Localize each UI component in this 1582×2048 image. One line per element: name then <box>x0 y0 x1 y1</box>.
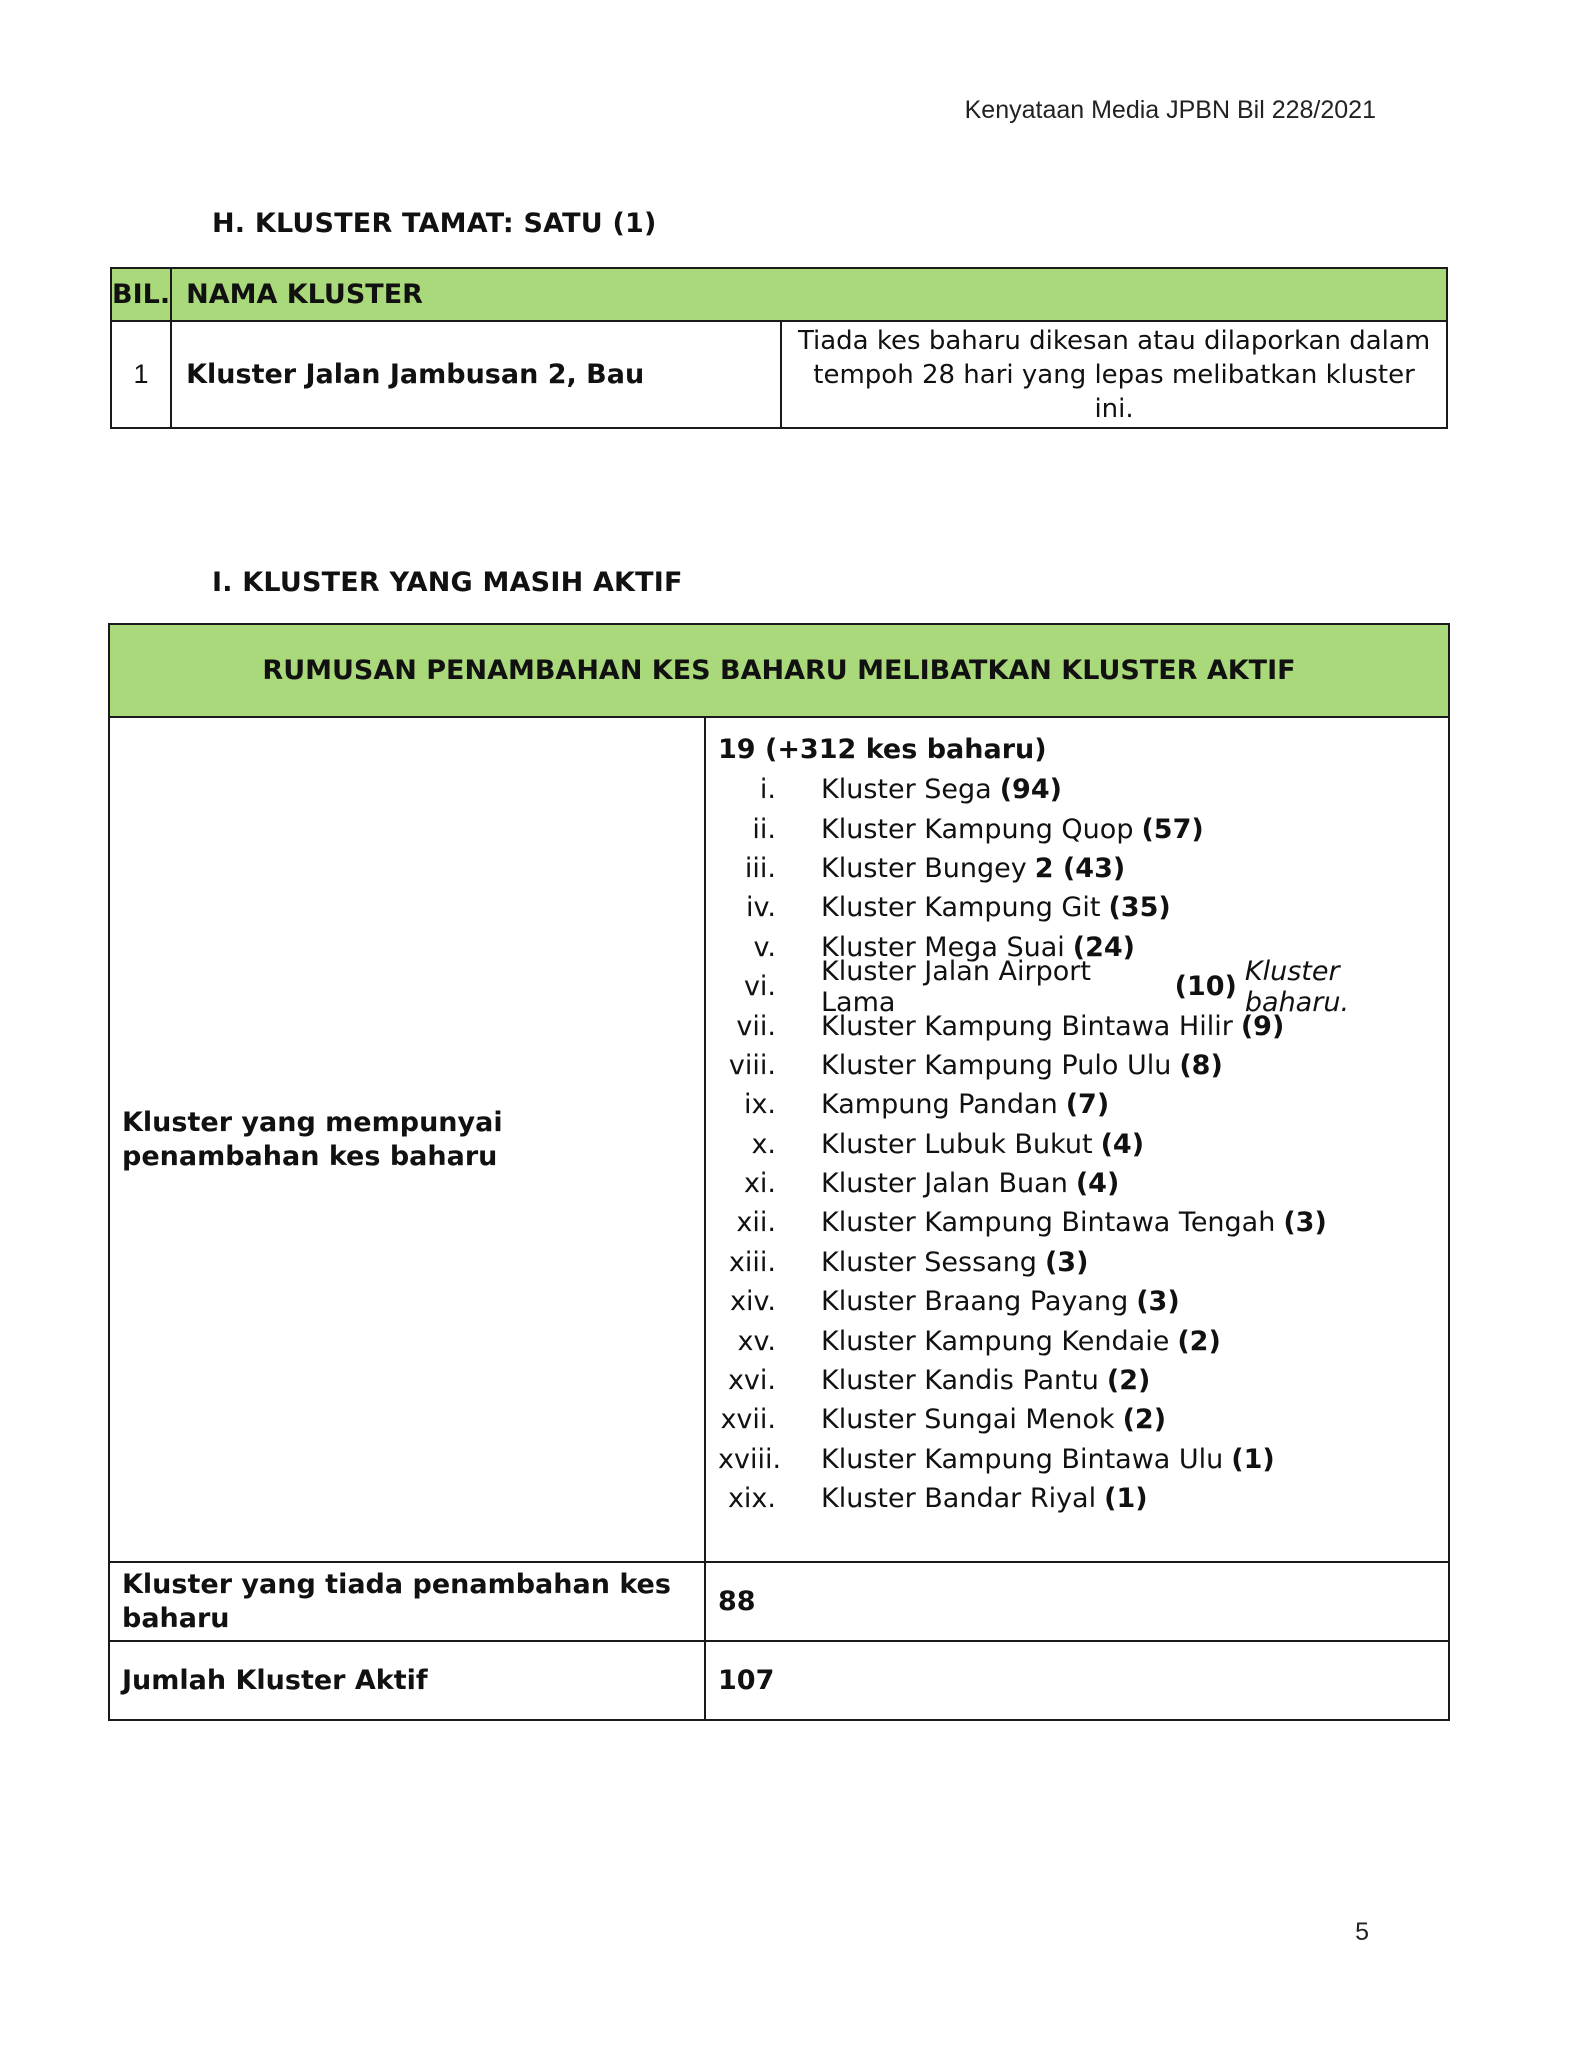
list-item-numeral: vii. <box>736 1010 776 1042</box>
cluster-case-count: (4) <box>1075 1168 1120 1200</box>
list-item <box>718 1085 1448 1124</box>
list-item <box>718 1046 1448 1085</box>
ended-cluster-table <box>110 267 1448 429</box>
list-item <box>718 1125 1448 1164</box>
list-item <box>718 888 1448 927</box>
cluster-name: Kampung Pandan <box>821 1089 1058 1121</box>
cluster-name: Kluster Kampung Quop <box>821 813 1134 845</box>
cluster-case-count: (1) <box>1104 1483 1148 1515</box>
list-item-numeral: viii. <box>728 1049 776 1081</box>
list-item-numeral: vi. <box>743 971 776 1003</box>
cluster-case-count: (9) <box>1240 1010 1285 1042</box>
list-item <box>718 770 1448 809</box>
row-number: 1 <box>111 321 171 428</box>
row-label: Kluster yang tiada penambahan kes baharu <box>109 1562 705 1641</box>
cluster-name: Kluster Kampung Git <box>821 892 1101 924</box>
list-item <box>718 1361 1448 1400</box>
column-header-nama-kluster: NAMA KLUSTER <box>171 268 1447 321</box>
list-item <box>718 1321 1448 1360</box>
cluster-case-count: (3) <box>1136 1286 1180 1318</box>
cluster-name: Kluster Sessang <box>821 1246 1037 1278</box>
list-item <box>718 1400 1448 1439</box>
table-row <box>111 321 1447 428</box>
cluster-name: Kluster Kampung Pulo Ulu <box>821 1049 1172 1081</box>
cluster-name: Kluster Jalan Jambusan 2, Bau <box>171 321 781 428</box>
cluster-case-count: 2 (43) <box>1034 852 1126 884</box>
cluster-case-count: (35) <box>1108 892 1171 924</box>
list-item-numeral: ii. <box>752 813 776 845</box>
list-item-numeral: xv. <box>737 1325 776 1357</box>
section-h-heading: H. KLUSTER TAMAT: SATU (1) <box>212 208 657 239</box>
cluster-name: Kluster Bungey <box>821 852 1027 884</box>
section-i-heading: I. KLUSTER YANG MASIH AKTIF <box>212 567 683 598</box>
cluster-case-count: (4) <box>1100 1128 1145 1160</box>
cluster-case-count: (2) <box>1106 1365 1151 1397</box>
cluster-name: Kluster Kandis Pantu <box>821 1365 1099 1397</box>
list-item-numeral: xix. <box>727 1483 776 1515</box>
list-item <box>718 1440 1448 1479</box>
active-cluster-summary-table <box>108 623 1450 1721</box>
new-cases-summary: 19 (+312 kes baharu) <box>718 734 1047 765</box>
cluster-case-count: (57) <box>1141 813 1204 845</box>
list-item <box>718 809 1448 848</box>
cluster-case-count: (1) <box>1231 1443 1275 1475</box>
cluster-case-count: (3) <box>1283 1207 1327 1239</box>
list-item <box>718 1282 1448 1321</box>
document-reference: Kenyataan Media JPBN Bil 228/2021 <box>964 96 1376 124</box>
cluster-case-count: (10) <box>1174 971 1237 1003</box>
list-item-numeral: xii. <box>736 1207 776 1239</box>
cluster-name: Kluster Kampung Bintawa Hilir <box>821 1010 1233 1042</box>
list-item <box>718 849 1448 888</box>
cluster-case-count: (3) <box>1044 1246 1089 1278</box>
list-item-numeral: xvi. <box>727 1365 776 1397</box>
list-item-numeral: xi. <box>743 1168 776 1200</box>
cluster-name: Kluster Sungai Menok <box>821 1404 1115 1436</box>
list-item-numeral: xiv. <box>730 1286 776 1318</box>
cluster-name: Kluster Kampung Bintawa Tengah <box>821 1207 1276 1239</box>
list-item <box>718 1479 1448 1518</box>
list-item-numeral: iii. <box>744 852 776 884</box>
list-item-numeral: i. <box>759 774 776 806</box>
table-title-row <box>109 624 1449 717</box>
cluster-list <box>718 770 1448 1518</box>
list-item-numeral: v. <box>753 931 776 963</box>
list-item-numeral: xviii. <box>718 1443 782 1475</box>
cluster-list-cell <box>705 717 1449 1562</box>
cluster-name: Kluster Kampung Kendaie <box>821 1325 1170 1357</box>
cluster-case-count: (24) <box>1072 931 1136 963</box>
row-label: Kluster yang mempunyai penambahan kes baharu <box>109 717 705 1562</box>
table-title: RUMUSAN PENAMBAHAN KES BAHARU MELIBATKAN KLUSTER AKTIF <box>109 624 1449 717</box>
list-item <box>718 1243 1448 1282</box>
list-item-numeral: iv. <box>746 892 776 924</box>
cluster-name: Kluster Jalan Buan <box>821 1168 1068 1200</box>
cluster-name: Kluster Jalan Airport Lama <box>821 955 1091 1018</box>
cluster-description: Tiada kes baharu dikesan atau dilaporkan dalam tempoh 28 hari yang lepas melibatkan kluster ini. <box>781 321 1447 428</box>
list-item-numeral: ix. <box>743 1089 776 1121</box>
cluster-name: Kluster Bandar Riyal <box>821 1483 1097 1515</box>
cluster-name: Kluster Lubuk Bukut <box>821 1128 1093 1160</box>
list-item <box>718 1164 1448 1203</box>
cluster-name: Kluster Mega Suai <box>821 931 1065 963</box>
cluster-case-count: (2) <box>1177 1325 1221 1357</box>
cluster-case-count: (7) <box>1065 1089 1110 1121</box>
table-row <box>109 1641 1449 1720</box>
list-item-numeral: xvii. <box>720 1404 776 1436</box>
list-item <box>718 955 1448 1018</box>
cluster-name: Kluster Sega <box>821 774 992 806</box>
row-value: 88 <box>705 1562 1449 1641</box>
cluster-case-count: (8) <box>1179 1049 1223 1081</box>
row-label: Jumlah Kluster Aktif <box>109 1641 705 1720</box>
column-header-bil: BIL. <box>111 268 171 321</box>
cluster-case-count: (94) <box>999 774 1062 806</box>
cluster-name: Kluster Braang Payang <box>821 1286 1129 1318</box>
page-number: 5 <box>1355 1918 1369 1946</box>
row-value: 107 <box>705 1641 1449 1720</box>
list-item <box>718 1203 1448 1242</box>
table-header-row <box>111 268 1447 321</box>
cluster-case-count: (2) <box>1122 1404 1167 1436</box>
cluster-name: Kluster Kampung Bintawa Ulu <box>821 1443 1224 1475</box>
list-item-numeral: x. <box>751 1128 776 1160</box>
table-row <box>109 1562 1449 1641</box>
table-row <box>109 717 1449 1562</box>
cluster-note: Kluster baharu. <box>1244 955 1350 1018</box>
list-item-numeral: xiii. <box>728 1246 776 1278</box>
